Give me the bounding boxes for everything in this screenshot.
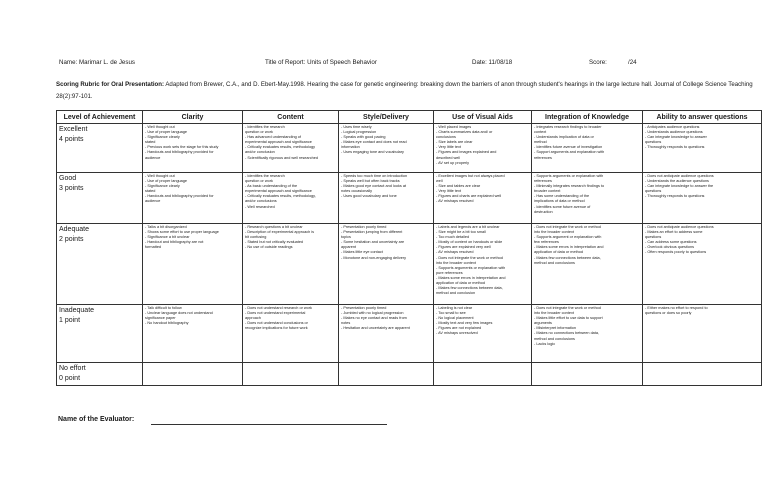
evaluator-signature-line	[151, 424, 387, 425]
criteria-item: - AV mishaps resolved	[436, 199, 474, 204]
criteria-item: - Often responds poorly to questions	[645, 250, 707, 255]
criteria-item: - Does not anticipate audience questions	[645, 225, 714, 229]
criteria-item: - Speaks with good pacing	[341, 135, 386, 140]
criteria-item: question or work	[245, 130, 273, 135]
criteria-cell	[243, 224, 339, 305]
criteria-cell	[434, 305, 532, 363]
criteria-item: method and conclusions	[534, 336, 575, 341]
criteria-item: - Handouts and bibliography provided for	[145, 194, 214, 199]
criteria-item: - Presentation poorly timed	[341, 306, 387, 310]
criteria-cell	[643, 305, 762, 363]
criteria-item: into the broader context	[436, 260, 476, 265]
criteria-item: - Supports argument or explanation with	[534, 235, 602, 240]
criteria-cell	[532, 363, 643, 386]
score-label: Score:	[589, 59, 607, 66]
criteria-item: and/or conclusion	[245, 150, 275, 155]
criteria-cell	[532, 124, 643, 173]
report-header	[0, 59, 768, 69]
criteria-item: - Supports arguments or explanation with	[534, 174, 604, 178]
criteria-cell	[643, 173, 762, 224]
criteria-item: pure references	[436, 270, 463, 275]
criteria-item: few references	[534, 240, 559, 245]
criteria-cell	[339, 363, 434, 386]
criteria-item: information	[341, 145, 360, 150]
criteria-item: - Scientifically rigorous and well researched	[245, 155, 319, 160]
criteria-item: - Talks a bit disorganized	[145, 225, 187, 229]
criteria-item: - Very little text	[436, 145, 461, 150]
criteria-item: questions	[645, 140, 662, 145]
criteria-item: recognize implications for future work	[245, 326, 308, 331]
criteria-item: - Speeds too much time on introduction	[341, 174, 408, 178]
criteria-item: - Thoroughly responds to questions	[645, 194, 705, 199]
criteria-cell	[643, 124, 762, 173]
criteria-cell	[532, 305, 643, 363]
criteria-item: - Integrates research findings to broader	[534, 125, 602, 129]
criteria-item: - Handouts and bibliography provided for	[145, 150, 214, 155]
column-header: Use of Visual Aids	[434, 111, 532, 124]
criteria-item: references	[534, 155, 552, 160]
criteria-item: - Well researched	[245, 204, 275, 209]
criteria-item: stated	[145, 189, 156, 194]
criteria-item: destruction	[534, 209, 553, 214]
rubric-title	[56, 79, 756, 103]
criteria-item: - Does not anticipate audience questions	[645, 174, 714, 178]
column-header: Level of Achievement	[57, 111, 143, 124]
rubric-row	[57, 173, 762, 224]
criteria-item: - Excellent images but not always placed	[436, 174, 505, 178]
criteria-cell	[143, 173, 243, 224]
rubric-title-bold: Scoring Rubric for Oral Presentation:	[56, 81, 165, 88]
criteria-item: conclusions	[436, 135, 456, 140]
criteria-item: - Jumbled with no logical progression	[341, 311, 404, 316]
criteria-item: - AV mishaps resolved	[436, 250, 474, 255]
criteria-item: - Presentation jumping from different	[341, 230, 403, 235]
criteria-cell	[434, 363, 532, 386]
criteria-item: formatted	[145, 245, 162, 250]
criteria-cell	[243, 173, 339, 224]
criteria-item: - Hesitation and uncertainty are apparent	[341, 326, 410, 331]
criteria-item: - Monotone and non-engaging delivery	[341, 255, 407, 260]
criteria-item: - Figures and charts are explained well	[436, 194, 502, 199]
criteria-item: - Unclear language does not understand	[145, 311, 213, 316]
criteria-cell	[339, 124, 434, 173]
criteria-cell	[143, 363, 243, 386]
criteria-item: - Size labels are clear	[436, 140, 473, 145]
criteria-item: - Has advanced understanding of	[245, 135, 301, 140]
criteria-cell	[243, 363, 339, 386]
criteria-item: - Does not integrate the work or method	[436, 255, 503, 260]
criteria-item: - Makes an effort to address some	[645, 230, 703, 235]
criteria-item: bit confusing	[245, 235, 267, 240]
criteria-item: into the broader context	[534, 230, 574, 235]
level-name: No effort	[59, 365, 86, 372]
criteria-item: - Has some understanding of the	[534, 194, 590, 199]
criteria-item: - Charts summarizes data and/ or	[436, 130, 493, 135]
criteria-item: method	[534, 140, 547, 145]
criteria-cell	[143, 124, 243, 173]
criteria-item: - Makes some errors in interpretation and	[534, 245, 604, 250]
criteria-item: - AV mishaps unresolved	[436, 331, 478, 336]
criteria-item: questions	[645, 235, 662, 240]
criteria-item: - Speaks well but often back tracks	[341, 179, 400, 184]
criteria-item: - Anticipates audience questions	[645, 125, 700, 129]
column-header: Integration of Knowledge	[532, 111, 643, 124]
criteria-item: - Overlook obvious questions	[645, 245, 694, 250]
criteria-item: - Understands the audience questions	[645, 179, 709, 184]
criteria-item: - Minimally integrates research findings to	[534, 184, 605, 189]
criteria-item: - Mostly of content on handouts or slide	[436, 240, 503, 245]
criteria-item: - Can integrate knowledge to answer	[645, 135, 707, 140]
achievement-level	[57, 124, 143, 173]
criteria-cell	[243, 305, 339, 363]
achievement-level	[57, 173, 143, 224]
criteria-item: - Research questions a bit unclear	[245, 225, 303, 229]
criteria-item: - Size might be a bit too small	[436, 230, 486, 235]
criteria-item: - Makes few connections between data,	[436, 286, 503, 291]
criteria-item: - Does not integrate the work or method	[534, 306, 601, 310]
criteria-item: experimental approach and significance	[245, 189, 312, 194]
criteria-item: topics	[341, 235, 351, 240]
criteria-item: and/or conclusions	[245, 199, 277, 204]
criteria-item: references	[534, 179, 552, 184]
criteria-item: - Logical progression	[341, 130, 377, 135]
criteria-item: - Figures are explained very well	[436, 245, 491, 250]
criteria-item: - Handout and bibliography are not	[145, 240, 204, 245]
criteria-item: - Uses time wisely	[341, 125, 372, 129]
criteria-item: - Thoroughly responds to questions	[645, 145, 705, 150]
criteria-item: - Support arguments and explanation with	[534, 150, 605, 155]
criteria-item: - Well thought out	[145, 174, 175, 178]
criteria-item: - No handout bibliography	[145, 321, 189, 326]
score-total: /24	[628, 59, 637, 66]
rubric-title-citation: Adapted from Brewer, C.A., and D. Ebert-May.1998. Hearing the case for genetic engineering: breaking down the barriers of anon through student's hearings in the large lecture hall. Journal of College Science Teaching 28(2):97-101.	[56, 81, 753, 100]
criteria-cell	[434, 173, 532, 224]
criteria-item: - Either makes no effort to respond to	[645, 306, 708, 310]
rubric-table	[56, 110, 762, 386]
criteria-item: - No use of outside readings	[245, 245, 293, 250]
criteria-item: - Makes some errors in interpretation and	[436, 275, 506, 280]
criteria-item: - Figures and images explained and	[436, 150, 497, 155]
criteria-item: implications of data or method	[534, 199, 585, 204]
criteria-item: - Uses good vocabulary and tone	[341, 194, 397, 199]
criteria-item: - Well placed images	[436, 125, 472, 129]
criteria-item: - Makes eye contact and does not read	[341, 140, 407, 145]
criteria-item: - Uses engaging tone and vocabulary	[341, 150, 404, 155]
criteria-item: described well	[436, 155, 461, 160]
criteria-item: - Description of experimental approach is	[245, 230, 315, 235]
criteria-item: significance paper	[145, 316, 176, 321]
criteria-item: - Too much detailed	[436, 235, 470, 240]
criteria-item: questions or does so poorly	[645, 311, 692, 316]
criteria-item: - Does not understand research or work	[245, 306, 312, 310]
criteria-item: - Does not integrate the work or method	[534, 225, 601, 229]
criteria-item: experimental approach and significance	[245, 140, 312, 145]
criteria-item: - Labels and legends are a bit unclear	[436, 225, 500, 229]
level-points: 4 points	[59, 136, 84, 143]
criteria-item: method and conclusions	[534, 260, 575, 265]
criteria-item: - Makes few connections between data,	[534, 255, 601, 260]
criteria-item: audience	[145, 155, 161, 160]
criteria-item: - Understands implication of data or	[534, 135, 594, 140]
criteria-item: application of data or method	[436, 281, 485, 286]
criteria-item: - Lacks logic	[534, 341, 556, 346]
criteria-item: context	[534, 130, 547, 135]
criteria-item: notes	[341, 321, 351, 326]
criteria-item: - Some hesitation and uncertainty are	[341, 240, 405, 245]
criteria-item: - Figures are not explained	[436, 326, 482, 331]
criteria-item: - No logical placement	[436, 316, 474, 321]
rubric-row	[57, 224, 762, 305]
criteria-cell	[532, 173, 643, 224]
column-header: Ability to answer questions	[643, 111, 762, 124]
criteria-item: - Well thought out	[145, 125, 175, 129]
criteria-item: - Does not understand conclusions or	[245, 321, 308, 326]
criteria-item: - Makes little eye contact	[341, 250, 383, 255]
criteria-item: - Misinterpret information	[534, 326, 576, 331]
criteria-item: into the broader context	[534, 311, 574, 316]
criteria-item: - Use of proper language	[145, 179, 188, 184]
level-name: Inadequate	[59, 307, 95, 314]
rubric-header-row	[57, 111, 762, 124]
column-header: Clarity	[143, 111, 243, 124]
criteria-cell	[143, 224, 243, 305]
criteria-item: - Use of proper language	[145, 130, 188, 135]
criteria-item: audience	[145, 199, 161, 204]
level-points: 3 points	[59, 185, 84, 192]
criteria-item: approach	[245, 316, 261, 321]
criteria-cell	[243, 124, 339, 173]
criteria-item: - Makes no eye contact and reads from	[341, 316, 407, 321]
criteria-item: - Very little text	[436, 189, 461, 194]
criteria-item: arguments	[534, 321, 552, 326]
achievement-level	[57, 224, 143, 305]
level-name: Good	[59, 175, 77, 182]
criteria-item: - AV set up properly	[436, 160, 470, 165]
criteria-item: - Critically evaluates results, methodology,	[245, 194, 316, 199]
criteria-item: method and conclusion	[436, 291, 476, 296]
criteria-cell	[434, 224, 532, 305]
criteria-item: - Mostly text and very few images	[436, 321, 493, 326]
criteria-item: - Too small to see	[436, 311, 466, 316]
criteria-item: - Identifies the research	[245, 174, 285, 178]
criteria-cell	[339, 224, 434, 305]
criteria-item: - Makes good eye contact and looks at	[341, 184, 407, 189]
criteria-item: - Critically evaluates results, methodology	[245, 145, 316, 150]
criteria-cell	[532, 224, 643, 305]
criteria-item: apparent	[341, 245, 356, 250]
report-title: Title of Report: Units of Speech Behavior	[265, 59, 377, 66]
criteria-item: question or work	[245, 179, 273, 184]
criteria-cell	[143, 305, 243, 363]
report-date: Date: 11/08/18	[472, 59, 513, 66]
criteria-item: - Identifies some future avenue of	[534, 204, 591, 209]
criteria-item: - Identifies future avenue of investigation	[534, 145, 603, 150]
criteria-item: - Supports arguments or explanation with	[436, 265, 506, 270]
criteria-item: - Significance a bit unclear	[145, 235, 190, 240]
criteria-item: - Significance clearly	[145, 184, 180, 189]
level-points: 0 point	[59, 375, 81, 382]
criteria-item: - As basic understanding of the	[245, 184, 298, 189]
criteria-item: - Previous work sets the stage for this study	[145, 145, 219, 150]
achievement-level	[57, 305, 143, 363]
criteria-cell	[643, 363, 762, 386]
level-points: 2 points	[59, 236, 84, 243]
criteria-item: - Stated but not critically evaluated	[245, 240, 304, 245]
criteria-item: - Does not understand experimental	[245, 311, 306, 316]
column-header: Content	[243, 111, 339, 124]
criteria-item: - Makes little effort to use data to support	[534, 316, 603, 321]
criteria-item: questions	[645, 189, 662, 194]
criteria-item: - Can address some questions	[645, 240, 697, 245]
criteria-item: stated	[145, 140, 156, 145]
rubric-row	[57, 305, 762, 363]
criteria-item: broader context	[534, 189, 561, 194]
criteria-item: - Presentation poorly timed	[341, 225, 387, 229]
level-name: Excellent	[59, 126, 88, 133]
criteria-item: - Talk difficult to follow	[145, 306, 182, 310]
criteria-cell	[643, 224, 762, 305]
criteria-item: - Identifies the research	[245, 125, 285, 129]
criteria-item: - Significance clearly	[145, 135, 180, 140]
criteria-item: well	[436, 179, 443, 184]
criteria-cell	[339, 305, 434, 363]
achievement-level	[57, 363, 143, 386]
student-name: Name: Marimar L. de Jesus	[59, 59, 135, 66]
rubric-row	[57, 124, 762, 173]
criteria-item: application of data or method	[534, 250, 583, 255]
level-name: Adequate	[59, 226, 89, 233]
criteria-cell	[339, 173, 434, 224]
criteria-item: - Understands audience questions	[645, 130, 703, 135]
criteria-cell	[434, 124, 532, 173]
criteria-item: - Size and tables are clear	[436, 184, 481, 189]
column-header: Style/Delivery	[339, 111, 434, 124]
criteria-item: - Can integrate knowledge to answer the	[645, 184, 714, 189]
criteria-item: notes occasionally	[341, 189, 373, 194]
criteria-item: - Makes no connections between data,	[534, 331, 600, 336]
criteria-item: - Labeling is not clear	[436, 306, 473, 310]
evaluator-label: Name of the Evaluator:	[58, 416, 135, 423]
rubric-row	[57, 363, 762, 386]
criteria-item: - Shows some effort to use proper language	[145, 230, 219, 235]
level-points: 1 point	[59, 317, 81, 324]
